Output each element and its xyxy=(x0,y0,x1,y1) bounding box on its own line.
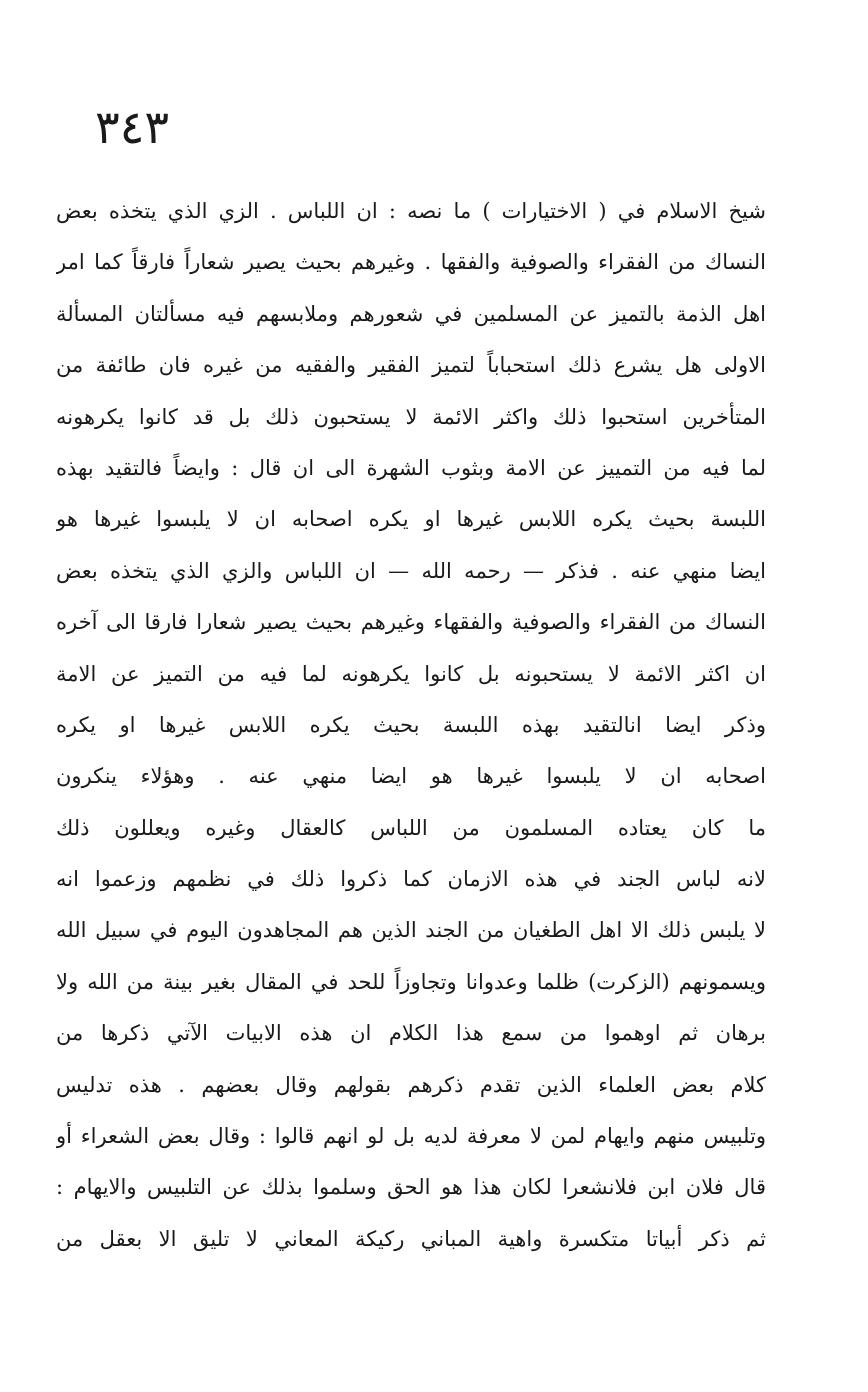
text-line: النساك من الفقراء والصوفية والفقهاء وغيرهم بحيث يصير شعارا فارقا الى آخره xyxy=(56,610,766,635)
text-line: برهان ثم اوهموا من سمع هذا الكلام ان هذه الابيات الآتي ذكرها من xyxy=(56,1021,766,1046)
body-text xyxy=(56,186,766,1265)
text-line: اهل الذمة بالتميز عن المسلمين في شعورهم وملابسهم فيه مسألتان المسألة xyxy=(56,301,766,326)
text-line: ويسمونهم (الزكرت) ظلما وعدوانا وتجاوزاً للحد في المقال بغير بينة من الله ولا xyxy=(56,969,766,994)
text-line: وذكر ايضا انالتقيد بهذه اللبسة بحيث يكره اللابس غيرها او يكره xyxy=(56,712,766,737)
text-line: وتلبيس منهم وايهام لمن لا معرفة لديه بل لو انهم قالوا : وقال بعض الشعراء أو xyxy=(56,1124,766,1149)
text-line: المتأخرين استحبوا ذلك واكثر الائمة لا يستحبون ذلك بل قد كانوا يكرهونه xyxy=(56,404,766,429)
text-line: ان اكثر الائمة لا يستحبونه بل كانوا يكرهونه لما فيه من التميز عن الامة xyxy=(56,661,766,686)
text-line: كلام بعض العلماء الذين تقدم ذكرهم بقولهم وقال بعضهم . هذه تدليس xyxy=(56,1072,766,1097)
text-line: شيخ الاسلام في ( الاختيارات ) ما نصه : ان اللباس . الزي الذي يتخذه بعض xyxy=(56,199,766,223)
text-line: ثم ذكر أبياتا متكسرة واهية المباني ركيكة المعاني لا تليق الا بعقل من xyxy=(56,1226,766,1251)
text-line: ما كان يعتاده المسلمون من اللباس كالعقال وغيره ويعللون ذلك xyxy=(56,815,766,840)
text-line: ايضا منهي عنه . فذكر — رحمه الله — ان اللباس والزي الذي يتخذه بعض xyxy=(56,558,766,583)
text-line: لما فيه من التمييز عن الامة وبثوب الشهرة الى ان قال : وايضاً فالتقيد بهذه xyxy=(56,455,766,480)
text-line: اصحابه ان لا يلبسوا غيرها هو ايضا منهي عنه . وهؤلاء ينكرون xyxy=(56,764,766,789)
text-line: لانه لباس الجند في هذه الازمان كما ذكروا ذلك في نظمهم وزعموا انه xyxy=(56,867,766,892)
text-line: قال فلان ابن فلانشعرا لكان هذا هو الحق وسلموا بذلك عن التلبيس والايهام : xyxy=(56,1175,766,1200)
text-line: النساك من الفقراء والصوفية والفقها . وغيرهم بحيث يصير شعاراً فارقاً كما امر xyxy=(56,250,766,275)
text-line: الاولى هل يشرع ذلك استحباباً لتميز الفقير والفقيه من غيره فان طائفة من xyxy=(56,353,766,378)
text-line: اللبسة بحيث يكره اللابس غيرها او يكره اصحابه ان لا يلبسوا غيرها هو xyxy=(56,507,766,532)
text-line: لا يلبس ذلك الا اهل الطغيان من الجند الذين هم المجاهدون اليوم في سبيل الله xyxy=(56,918,766,943)
page-number: ٣٤٣ xyxy=(95,100,170,154)
